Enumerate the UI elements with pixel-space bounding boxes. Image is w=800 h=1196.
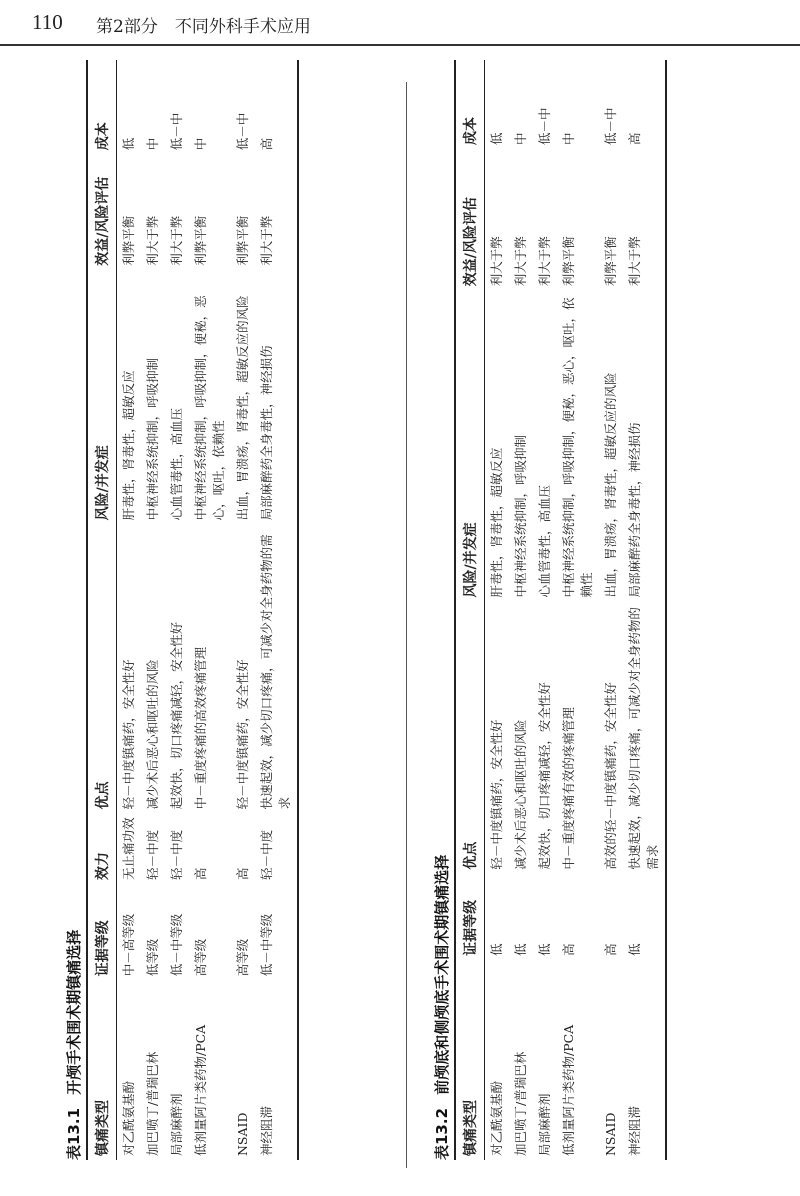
- col-header-cost: 成本: [456, 60, 485, 149]
- cell: 低剂量阿片类药物/PCA: [561, 1024, 576, 1156]
- cell: 利大于弊: [513, 236, 528, 287]
- cell: 中: [193, 137, 208, 151]
- cell: 利大于弊: [255, 154, 298, 270]
- page-number: 110: [32, 10, 63, 34]
- cell: 中: [561, 132, 576, 145]
- cell: 轻－中度: [169, 829, 184, 880]
- table-row: [255, 60, 298, 1160]
- cell: 心血管毒性，高血压: [169, 407, 184, 521]
- cell: 低等级: [145, 938, 160, 977]
- cell: 对乙酰氨基酚: [489, 1080, 504, 1156]
- cell: 利弊平衡: [603, 236, 618, 287]
- cell: 低－中: [603, 107, 618, 145]
- cell: 肝毒性，肾毒性，超敏反应: [121, 370, 136, 521]
- cell: 轻－中度: [145, 829, 160, 880]
- cell: 局部麻醉药全身毒性，神经损伤: [623, 290, 666, 601]
- cell: 出血，胃溃疡，肾毒性，超敏反应的风险: [235, 295, 250, 521]
- caption-number: 表13.1: [65, 1107, 83, 1160]
- col-header-risks: 风险/并发症: [88, 270, 117, 525]
- cell: 中枢神经系统抑制，呼吸抑制，便秘，恶心，呕吐，依赖性: [561, 297, 594, 598]
- cell: 高等级: [193, 938, 208, 977]
- table-13-1: [62, 60, 362, 1160]
- cell: 高效的轻－中度镇痛药，安全性好: [603, 682, 618, 870]
- cell: 减少术后恶心和呕吐的风险: [145, 659, 160, 810]
- cell: 局部麻醉药全身毒性，神经损伤: [255, 270, 298, 525]
- cell: 轻－中度镇痛药，安全性好: [121, 659, 136, 810]
- table-row: [165, 60, 189, 1160]
- cell: 高: [561, 943, 576, 956]
- cell: 低－中等级: [169, 913, 184, 977]
- cell: NSAID: [603, 1112, 618, 1156]
- table-caption: [62, 60, 88, 1160]
- cell: 利弊平衡: [561, 236, 576, 287]
- col-header-advantages: 优点: [456, 602, 485, 874]
- cell: 低: [537, 943, 552, 956]
- cell: 高: [623, 60, 666, 149]
- cell: NSAID: [235, 1112, 250, 1156]
- cell: 肝毒性，肾毒性，超敏反应: [489, 447, 504, 598]
- cell: 神经阻滞: [255, 980, 298, 1160]
- cell: 利大于弊: [623, 149, 666, 290]
- cell: 低剂量阿片类药物/PCA: [193, 1024, 208, 1156]
- cell: 利大于弊: [537, 236, 552, 287]
- analgesia-table-craniotomy: [88, 60, 299, 1160]
- table-row: [599, 60, 623, 1160]
- header-row: [456, 60, 485, 1160]
- part-title: 第2部分 不同外科手术应用: [96, 17, 311, 37]
- cell: 低: [513, 943, 528, 956]
- cell: 低－中: [537, 107, 552, 145]
- cell: 低－中: [235, 112, 250, 151]
- cell: 低: [623, 874, 666, 960]
- cell: 无止痛功效: [121, 817, 136, 880]
- cell: 快速起效，减少切口疼痛，可减少对全身药物的需求: [255, 524, 298, 813]
- col-header-cost: 成本: [88, 60, 117, 154]
- cell: 利弊平衡: [193, 215, 208, 266]
- cell: 轻－中度镇痛药，安全性好: [235, 659, 250, 810]
- cell: 利弊平衡: [235, 215, 250, 266]
- cell: 加巴喷丁/普瑞巴林: [145, 1051, 160, 1156]
- table-row: [485, 60, 510, 1160]
- cell: 利大于弊: [489, 236, 504, 287]
- cell: 低: [489, 943, 504, 956]
- cell: 轻－中度: [255, 813, 298, 884]
- cell: 高等级: [235, 938, 250, 977]
- cell: 利弊平衡: [121, 215, 136, 266]
- cell: 低－中等级: [255, 884, 298, 980]
- cell: 起效快，切口疼痛减轻，安全性好: [537, 682, 552, 870]
- table-row: [509, 60, 533, 1160]
- cell: 中枢神经系统抑制，呼吸抑制，便秘，恶心，呕吐，依赖性: [193, 295, 226, 521]
- col-header-evidence: 证据等级: [456, 874, 485, 960]
- page-header: [0, 0, 800, 46]
- cell: 中枢神经系统抑制，呼吸抑制: [513, 435, 528, 598]
- cell: 低: [121, 137, 136, 151]
- cell: 高: [193, 867, 208, 880]
- col-header-benefit-risk: 效益/风险评估: [456, 149, 485, 290]
- cell: 中－重度疼痛的高效疼痛管理: [193, 646, 208, 810]
- col-header-advantages: 优点: [88, 524, 117, 813]
- cell: 减少术后恶心和呕吐的风险: [513, 719, 528, 870]
- analgesia-table-skull-base: [456, 60, 667, 1160]
- col-header-efficacy: 效力: [88, 813, 117, 884]
- cell: 快速起效，减少切口疼痛，可减少对全身药物的需求: [623, 602, 666, 874]
- table-row: [231, 60, 255, 1160]
- cell: 利大于弊: [145, 215, 160, 266]
- cell: 局部麻醉剂: [169, 1093, 184, 1156]
- col-header-type: 镇痛类型: [88, 980, 117, 1160]
- col-header-evidence: 证据等级: [88, 884, 117, 980]
- cell: 局部麻醉剂: [537, 1093, 552, 1156]
- cell: 高: [255, 60, 298, 154]
- table-13-2: [430, 60, 720, 1160]
- cell: 中－重度疼痛有效的疼痛管理: [561, 707, 576, 870]
- table-row: [533, 60, 557, 1160]
- caption-number: 表13.2: [433, 1107, 451, 1160]
- cell: 低－中: [169, 112, 184, 151]
- cell: 轻－中度镇痛药，安全性好: [489, 719, 504, 870]
- cell: 高: [603, 943, 618, 956]
- table-caption: [430, 60, 456, 1160]
- cell: 高: [235, 867, 250, 880]
- col-header-benefit-risk: 效益/风险评估: [88, 154, 117, 270]
- header-row: [88, 60, 117, 1160]
- cell: 低: [489, 132, 504, 145]
- cell: 加巴喷丁/普瑞巴林: [513, 1051, 528, 1156]
- cell: 中－高等级: [121, 913, 136, 977]
- col-header-type: 镇痛类型: [456, 960, 485, 1160]
- col-header-risks: 风险/并发症: [456, 290, 485, 601]
- cell: 中: [513, 132, 528, 145]
- table-row: [557, 60, 599, 1160]
- cell: 利大于弊: [169, 215, 184, 266]
- caption-title: 开颅手术围术期镇痛选择: [65, 929, 83, 1095]
- table-row: [141, 60, 165, 1160]
- cell: 心血管毒性，高血压: [537, 485, 552, 598]
- cell: 起效快，切口疼痛减轻，安全性好: [169, 621, 184, 810]
- table-row: [623, 60, 666, 1160]
- cell: 对乙酰氨基酚: [121, 1080, 136, 1156]
- caption-title: 前颅底和侧颅底手术围术期镇痛选择: [433, 854, 451, 1095]
- cell: 中: [145, 137, 160, 151]
- cell: 出血，胃溃疡，肾毒性，超敏反应的风险: [603, 372, 618, 598]
- table-row: [189, 60, 231, 1160]
- cell: 中枢神经系统抑制，呼吸抑制: [145, 357, 160, 521]
- cell: 神经阻滞: [623, 960, 666, 1160]
- column-divider: [406, 82, 407, 1168]
- table-row: [117, 60, 142, 1160]
